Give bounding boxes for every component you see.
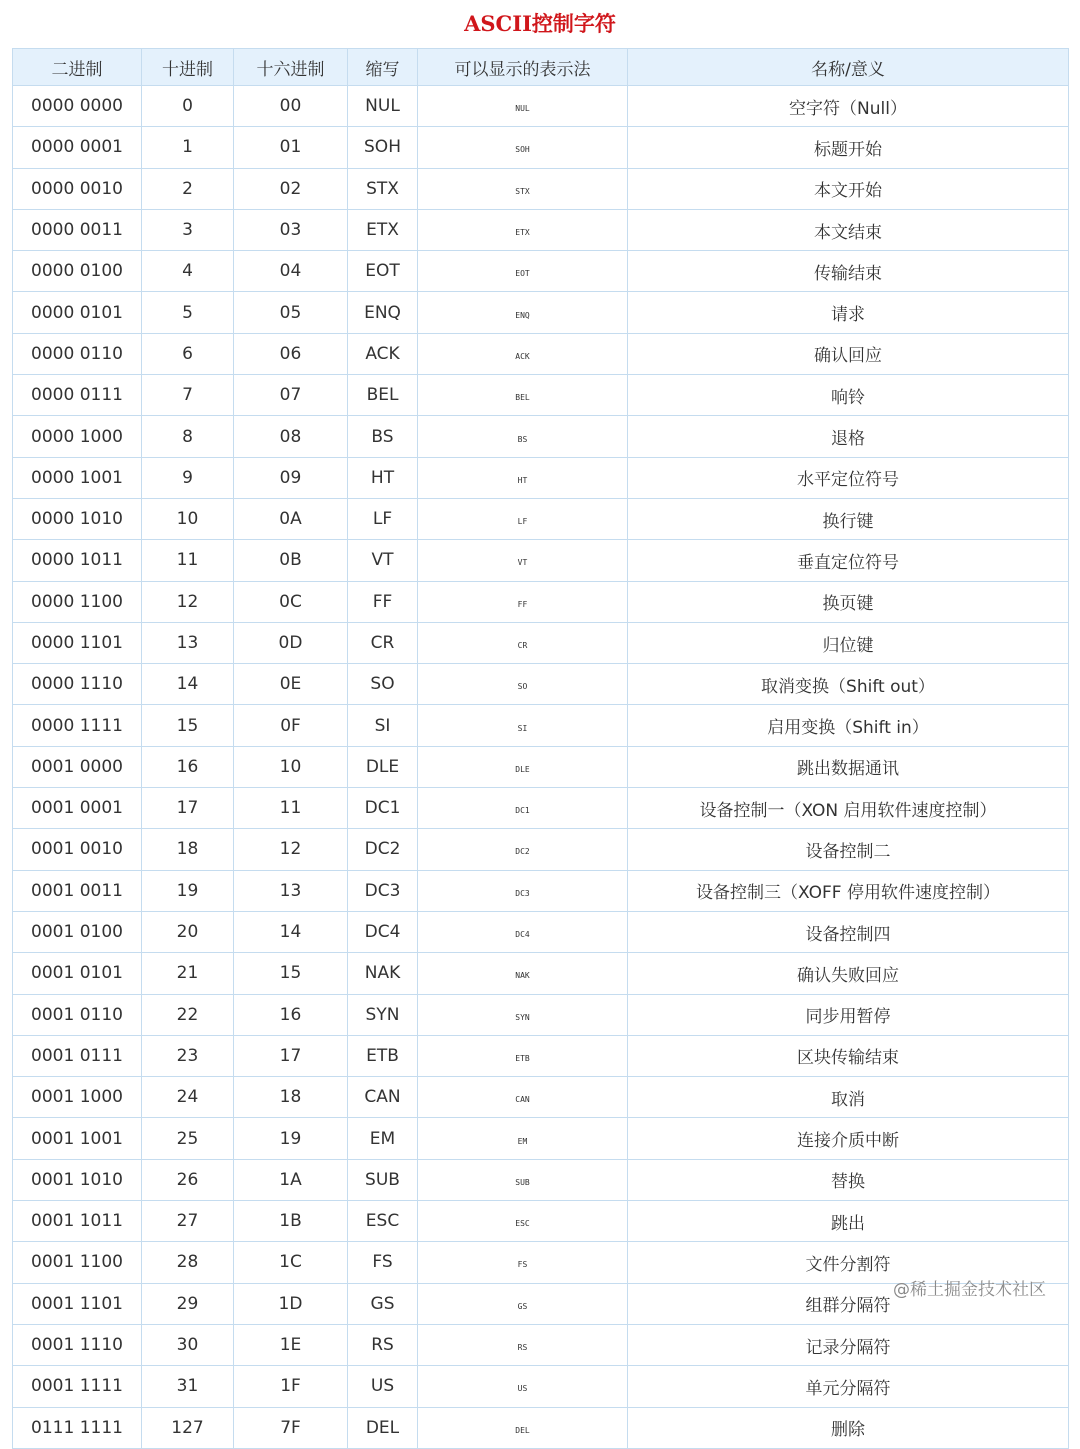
cell-binary: 0001 0010 (13, 829, 142, 870)
cell-display: ESC (418, 1201, 628, 1242)
cell-hex: 06 (234, 333, 348, 374)
page-title: ASCII控制字符 (464, 11, 616, 36)
cell-hex: 12 (234, 829, 348, 870)
cell-hex: 18 (234, 1077, 348, 1118)
header-binary: 二进制 (13, 49, 142, 86)
cell-hex: 11 (234, 788, 348, 829)
cell-decimal: 2 (142, 168, 234, 209)
cell-name: 本文开始 (628, 168, 1069, 209)
cell-binary: 0000 0100 (13, 251, 142, 292)
cell-binary: 0001 1000 (13, 1077, 142, 1118)
table-row (13, 911, 1069, 952)
cell-name: 设备控制三（XOFF 停用软件速度控制） (628, 870, 1069, 911)
cell-binary: 0001 1011 (13, 1201, 142, 1242)
cell-display: SI (418, 705, 628, 746)
cell-display: SOH (418, 127, 628, 168)
cell-decimal: 24 (142, 1077, 234, 1118)
cell-binary: 0000 1101 (13, 622, 142, 663)
table-row (13, 1159, 1069, 1200)
cell-name: 退格 (628, 416, 1069, 457)
cell-decimal: 12 (142, 581, 234, 622)
table-row (13, 622, 1069, 663)
cell-decimal: 15 (142, 705, 234, 746)
cell-display: EOT (418, 251, 628, 292)
cell-display: CAN (418, 1077, 628, 1118)
cell-hex: 00 (234, 86, 348, 127)
table-row (13, 168, 1069, 209)
cell-name: 换行键 (628, 498, 1069, 539)
cell-binary: 0000 0111 (13, 375, 142, 416)
cell-binary: 0000 1111 (13, 705, 142, 746)
header-row (13, 49, 1069, 86)
cell-decimal: 18 (142, 829, 234, 870)
table-row (13, 1077, 1069, 1118)
cell-hex: 0B (234, 540, 348, 581)
cell-abbreviation: RS (348, 1324, 418, 1365)
table-row (13, 581, 1069, 622)
cell-hex: 1F (234, 1366, 348, 1407)
cell-name: 归位键 (628, 622, 1069, 663)
table-row (13, 498, 1069, 539)
cell-binary: 0000 0110 (13, 333, 142, 374)
cell-binary: 0000 1011 (13, 540, 142, 581)
cell-name: 跳出 (628, 1201, 1069, 1242)
header-display-notation: 可以显示的表示法 (418, 49, 628, 86)
cell-display: FF (418, 581, 628, 622)
table-row (13, 333, 1069, 374)
cell-hex: 0F (234, 705, 348, 746)
cell-display: DC1 (418, 788, 628, 829)
cell-decimal: 5 (142, 292, 234, 333)
cell-abbreviation: BS (348, 416, 418, 457)
cell-abbreviation: DLE (348, 746, 418, 787)
table-row (13, 953, 1069, 994)
cell-decimal: 10 (142, 498, 234, 539)
cell-display: ACK (418, 333, 628, 374)
cell-display: SUB (418, 1159, 628, 1200)
cell-name: 删除 (628, 1407, 1069, 1448)
table-row (13, 705, 1069, 746)
cell-abbreviation: ETX (348, 209, 418, 250)
table-row (13, 1201, 1069, 1242)
cell-hex: 0E (234, 664, 348, 705)
cell-name: 设备控制二 (628, 829, 1069, 870)
cell-abbreviation: SYN (348, 994, 418, 1035)
table-row (13, 994, 1069, 1035)
cell-name: 水平定位符号 (628, 457, 1069, 498)
cell-abbreviation: FF (348, 581, 418, 622)
cell-hex: 0A (234, 498, 348, 539)
cell-hex: 1B (234, 1201, 348, 1242)
cell-hex: 15 (234, 953, 348, 994)
cell-binary: 0000 1001 (13, 457, 142, 498)
cell-display: DEL (418, 1407, 628, 1448)
cell-hex: 02 (234, 168, 348, 209)
cell-abbreviation: DC3 (348, 870, 418, 911)
cell-hex: 10 (234, 746, 348, 787)
cell-display: GS (418, 1283, 628, 1324)
cell-decimal: 13 (142, 622, 234, 663)
cell-hex: 04 (234, 251, 348, 292)
cell-abbreviation: ENQ (348, 292, 418, 333)
cell-display: CR (418, 622, 628, 663)
cell-decimal: 16 (142, 746, 234, 787)
cell-abbreviation: NUL (348, 86, 418, 127)
ascii-control-table (12, 48, 1069, 1449)
cell-binary: 0001 0110 (13, 994, 142, 1035)
cell-binary: 0001 1110 (13, 1324, 142, 1365)
cell-abbreviation: SI (348, 705, 418, 746)
cell-display: DC2 (418, 829, 628, 870)
cell-decimal: 1 (142, 127, 234, 168)
cell-name: 连接介质中断 (628, 1118, 1069, 1159)
table-row (13, 1366, 1069, 1407)
cell-name: 区块传输结束 (628, 1035, 1069, 1076)
cell-hex: 0C (234, 581, 348, 622)
cell-binary: 0001 0111 (13, 1035, 142, 1076)
cell-decimal: 8 (142, 416, 234, 457)
table-row (13, 86, 1069, 127)
cell-abbreviation: VT (348, 540, 418, 581)
cell-name: 换页键 (628, 581, 1069, 622)
cell-display: ETX (418, 209, 628, 250)
cell-decimal: 22 (142, 994, 234, 1035)
table-row (13, 1118, 1069, 1159)
cell-decimal: 14 (142, 664, 234, 705)
cell-display: HT (418, 457, 628, 498)
cell-hex: 05 (234, 292, 348, 333)
cell-abbreviation: STX (348, 168, 418, 209)
cell-binary: 0000 1100 (13, 581, 142, 622)
cell-name: 组群分隔符 (628, 1283, 1069, 1324)
table-row (13, 127, 1069, 168)
cell-display: VT (418, 540, 628, 581)
cell-binary: 0000 0010 (13, 168, 142, 209)
cell-abbreviation: SUB (348, 1159, 418, 1200)
table-row (13, 540, 1069, 581)
cell-display: DC4 (418, 911, 628, 952)
cell-hex: 09 (234, 457, 348, 498)
cell-name: 同步用暂停 (628, 994, 1069, 1035)
table-row (13, 829, 1069, 870)
cell-display: ETB (418, 1035, 628, 1076)
cell-hex: 7F (234, 1407, 348, 1448)
cell-decimal: 27 (142, 1201, 234, 1242)
cell-binary: 0001 0001 (13, 788, 142, 829)
cell-binary: 0000 0000 (13, 86, 142, 127)
cell-binary: 0001 0101 (13, 953, 142, 994)
cell-abbreviation: HT (348, 457, 418, 498)
cell-display: DC3 (418, 870, 628, 911)
table-row (13, 788, 1069, 829)
cell-display: NAK (418, 953, 628, 994)
cell-abbreviation: CR (348, 622, 418, 663)
cell-hex: 1C (234, 1242, 348, 1283)
cell-abbreviation: ETB (348, 1035, 418, 1076)
cell-display: ENQ (418, 292, 628, 333)
cell-hex: 1E (234, 1324, 348, 1365)
cell-name: 本文结束 (628, 209, 1069, 250)
table-header (13, 49, 1069, 86)
cell-abbreviation: ESC (348, 1201, 418, 1242)
table-row (13, 746, 1069, 787)
cell-binary: 0111 1111 (13, 1407, 142, 1448)
cell-decimal: 7 (142, 375, 234, 416)
header-abbreviation: 缩写 (348, 49, 418, 86)
cell-name: 响铃 (628, 375, 1069, 416)
cell-decimal: 31 (142, 1366, 234, 1407)
cell-decimal: 19 (142, 870, 234, 911)
cell-binary: 0001 0000 (13, 746, 142, 787)
cell-abbreviation: EM (348, 1118, 418, 1159)
cell-name: 空字符（Null） (628, 86, 1069, 127)
cell-decimal: 28 (142, 1242, 234, 1283)
cell-decimal: 127 (142, 1407, 234, 1448)
cell-abbreviation: CAN (348, 1077, 418, 1118)
cell-display: FS (418, 1242, 628, 1283)
cell-binary: 0001 1111 (13, 1366, 142, 1407)
cell-binary: 0001 1100 (13, 1242, 142, 1283)
cell-name: 标题开始 (628, 127, 1069, 168)
table-row (13, 251, 1069, 292)
cell-name: 设备控制四 (628, 911, 1069, 952)
cell-hex: 01 (234, 127, 348, 168)
cell-abbreviation: DC1 (348, 788, 418, 829)
cell-display: SO (418, 664, 628, 705)
table-row (13, 292, 1069, 333)
cell-decimal: 9 (142, 457, 234, 498)
cell-name: 垂直定位符号 (628, 540, 1069, 581)
cell-abbreviation: BEL (348, 375, 418, 416)
cell-abbreviation: DEL (348, 1407, 418, 1448)
table-body (13, 86, 1069, 1449)
cell-abbreviation: DC4 (348, 911, 418, 952)
cell-decimal: 17 (142, 788, 234, 829)
cell-abbreviation: FS (348, 1242, 418, 1283)
cell-decimal: 29 (142, 1283, 234, 1324)
table-row (13, 1407, 1069, 1448)
cell-hex: 07 (234, 375, 348, 416)
cell-hex: 16 (234, 994, 348, 1035)
cell-binary: 0000 0101 (13, 292, 142, 333)
cell-abbreviation: NAK (348, 953, 418, 994)
table-row (13, 1324, 1069, 1365)
cell-decimal: 23 (142, 1035, 234, 1076)
cell-binary: 0001 1001 (13, 1118, 142, 1159)
cell-decimal: 21 (142, 953, 234, 994)
cell-display: STX (418, 168, 628, 209)
cell-name: 启用变换（Shift in） (628, 705, 1069, 746)
cell-binary: 0001 1101 (13, 1283, 142, 1324)
cell-hex: 0D (234, 622, 348, 663)
cell-decimal: 11 (142, 540, 234, 581)
cell-name: 确认失败回应 (628, 953, 1069, 994)
cell-hex: 08 (234, 416, 348, 457)
cell-display: LF (418, 498, 628, 539)
cell-hex: 17 (234, 1035, 348, 1076)
cell-name: 传输结束 (628, 251, 1069, 292)
watermark: @稀土掘金技术社区 (893, 1280, 1046, 1300)
table-row (13, 664, 1069, 705)
cell-binary: 0000 0011 (13, 209, 142, 250)
cell-display: US (418, 1366, 628, 1407)
cell-binary: 0001 0100 (13, 911, 142, 952)
cell-abbreviation: DC2 (348, 829, 418, 870)
cell-name: 设备控制一（XON 启用软件速度控制） (628, 788, 1069, 829)
cell-name: 取消 (628, 1077, 1069, 1118)
cell-decimal: 4 (142, 251, 234, 292)
cell-decimal: 3 (142, 209, 234, 250)
cell-binary: 0000 0001 (13, 127, 142, 168)
cell-display: BEL (418, 375, 628, 416)
cell-decimal: 20 (142, 911, 234, 952)
cell-abbreviation: GS (348, 1283, 418, 1324)
cell-display: SYN (418, 994, 628, 1035)
table-row (13, 416, 1069, 457)
table-row (13, 209, 1069, 250)
cell-display: NUL (418, 86, 628, 127)
cell-hex: 1A (234, 1159, 348, 1200)
header-name-meaning: 名称/意义 (628, 49, 1069, 86)
cell-binary: 0000 1110 (13, 664, 142, 705)
cell-binary: 0000 1000 (13, 416, 142, 457)
cell-hex: 14 (234, 911, 348, 952)
cell-name: 确认回应 (628, 333, 1069, 374)
cell-binary: 0001 1010 (13, 1159, 142, 1200)
cell-binary: 0000 1010 (13, 498, 142, 539)
cell-name: 请求 (628, 292, 1069, 333)
cell-name: 取消变换（Shift out） (628, 664, 1069, 705)
header-decimal: 十进制 (142, 49, 234, 86)
cell-decimal: 25 (142, 1118, 234, 1159)
cell-decimal: 6 (142, 333, 234, 374)
table-row (13, 1242, 1069, 1283)
cell-hex: 03 (234, 209, 348, 250)
cell-decimal: 26 (142, 1159, 234, 1200)
cell-hex: 19 (234, 1118, 348, 1159)
table-row (13, 1035, 1069, 1076)
cell-display: DLE (418, 746, 628, 787)
cell-hex: 13 (234, 870, 348, 911)
cell-decimal: 30 (142, 1324, 234, 1365)
cell-name: 文件分割符 (628, 1242, 1069, 1283)
table-row (13, 870, 1069, 911)
cell-abbreviation: US (348, 1366, 418, 1407)
cell-name: 记录分隔符 (628, 1324, 1069, 1365)
cell-name: 跳出数据通讯 (628, 746, 1069, 787)
cell-hex: 1D (234, 1283, 348, 1324)
cell-display: BS (418, 416, 628, 457)
cell-abbreviation: SO (348, 664, 418, 705)
cell-name: 单元分隔符 (628, 1366, 1069, 1407)
cell-binary: 0001 0011 (13, 870, 142, 911)
table-row (13, 375, 1069, 416)
cell-display: RS (418, 1324, 628, 1365)
cell-abbreviation: LF (348, 498, 418, 539)
table-row (13, 457, 1069, 498)
cell-name: 替换 (628, 1159, 1069, 1200)
cell-abbreviation: EOT (348, 251, 418, 292)
cell-display: EM (418, 1118, 628, 1159)
cell-decimal: 0 (142, 86, 234, 127)
header-hex: 十六进制 (234, 49, 348, 86)
cell-abbreviation: SOH (348, 127, 418, 168)
cell-abbreviation: ACK (348, 333, 418, 374)
